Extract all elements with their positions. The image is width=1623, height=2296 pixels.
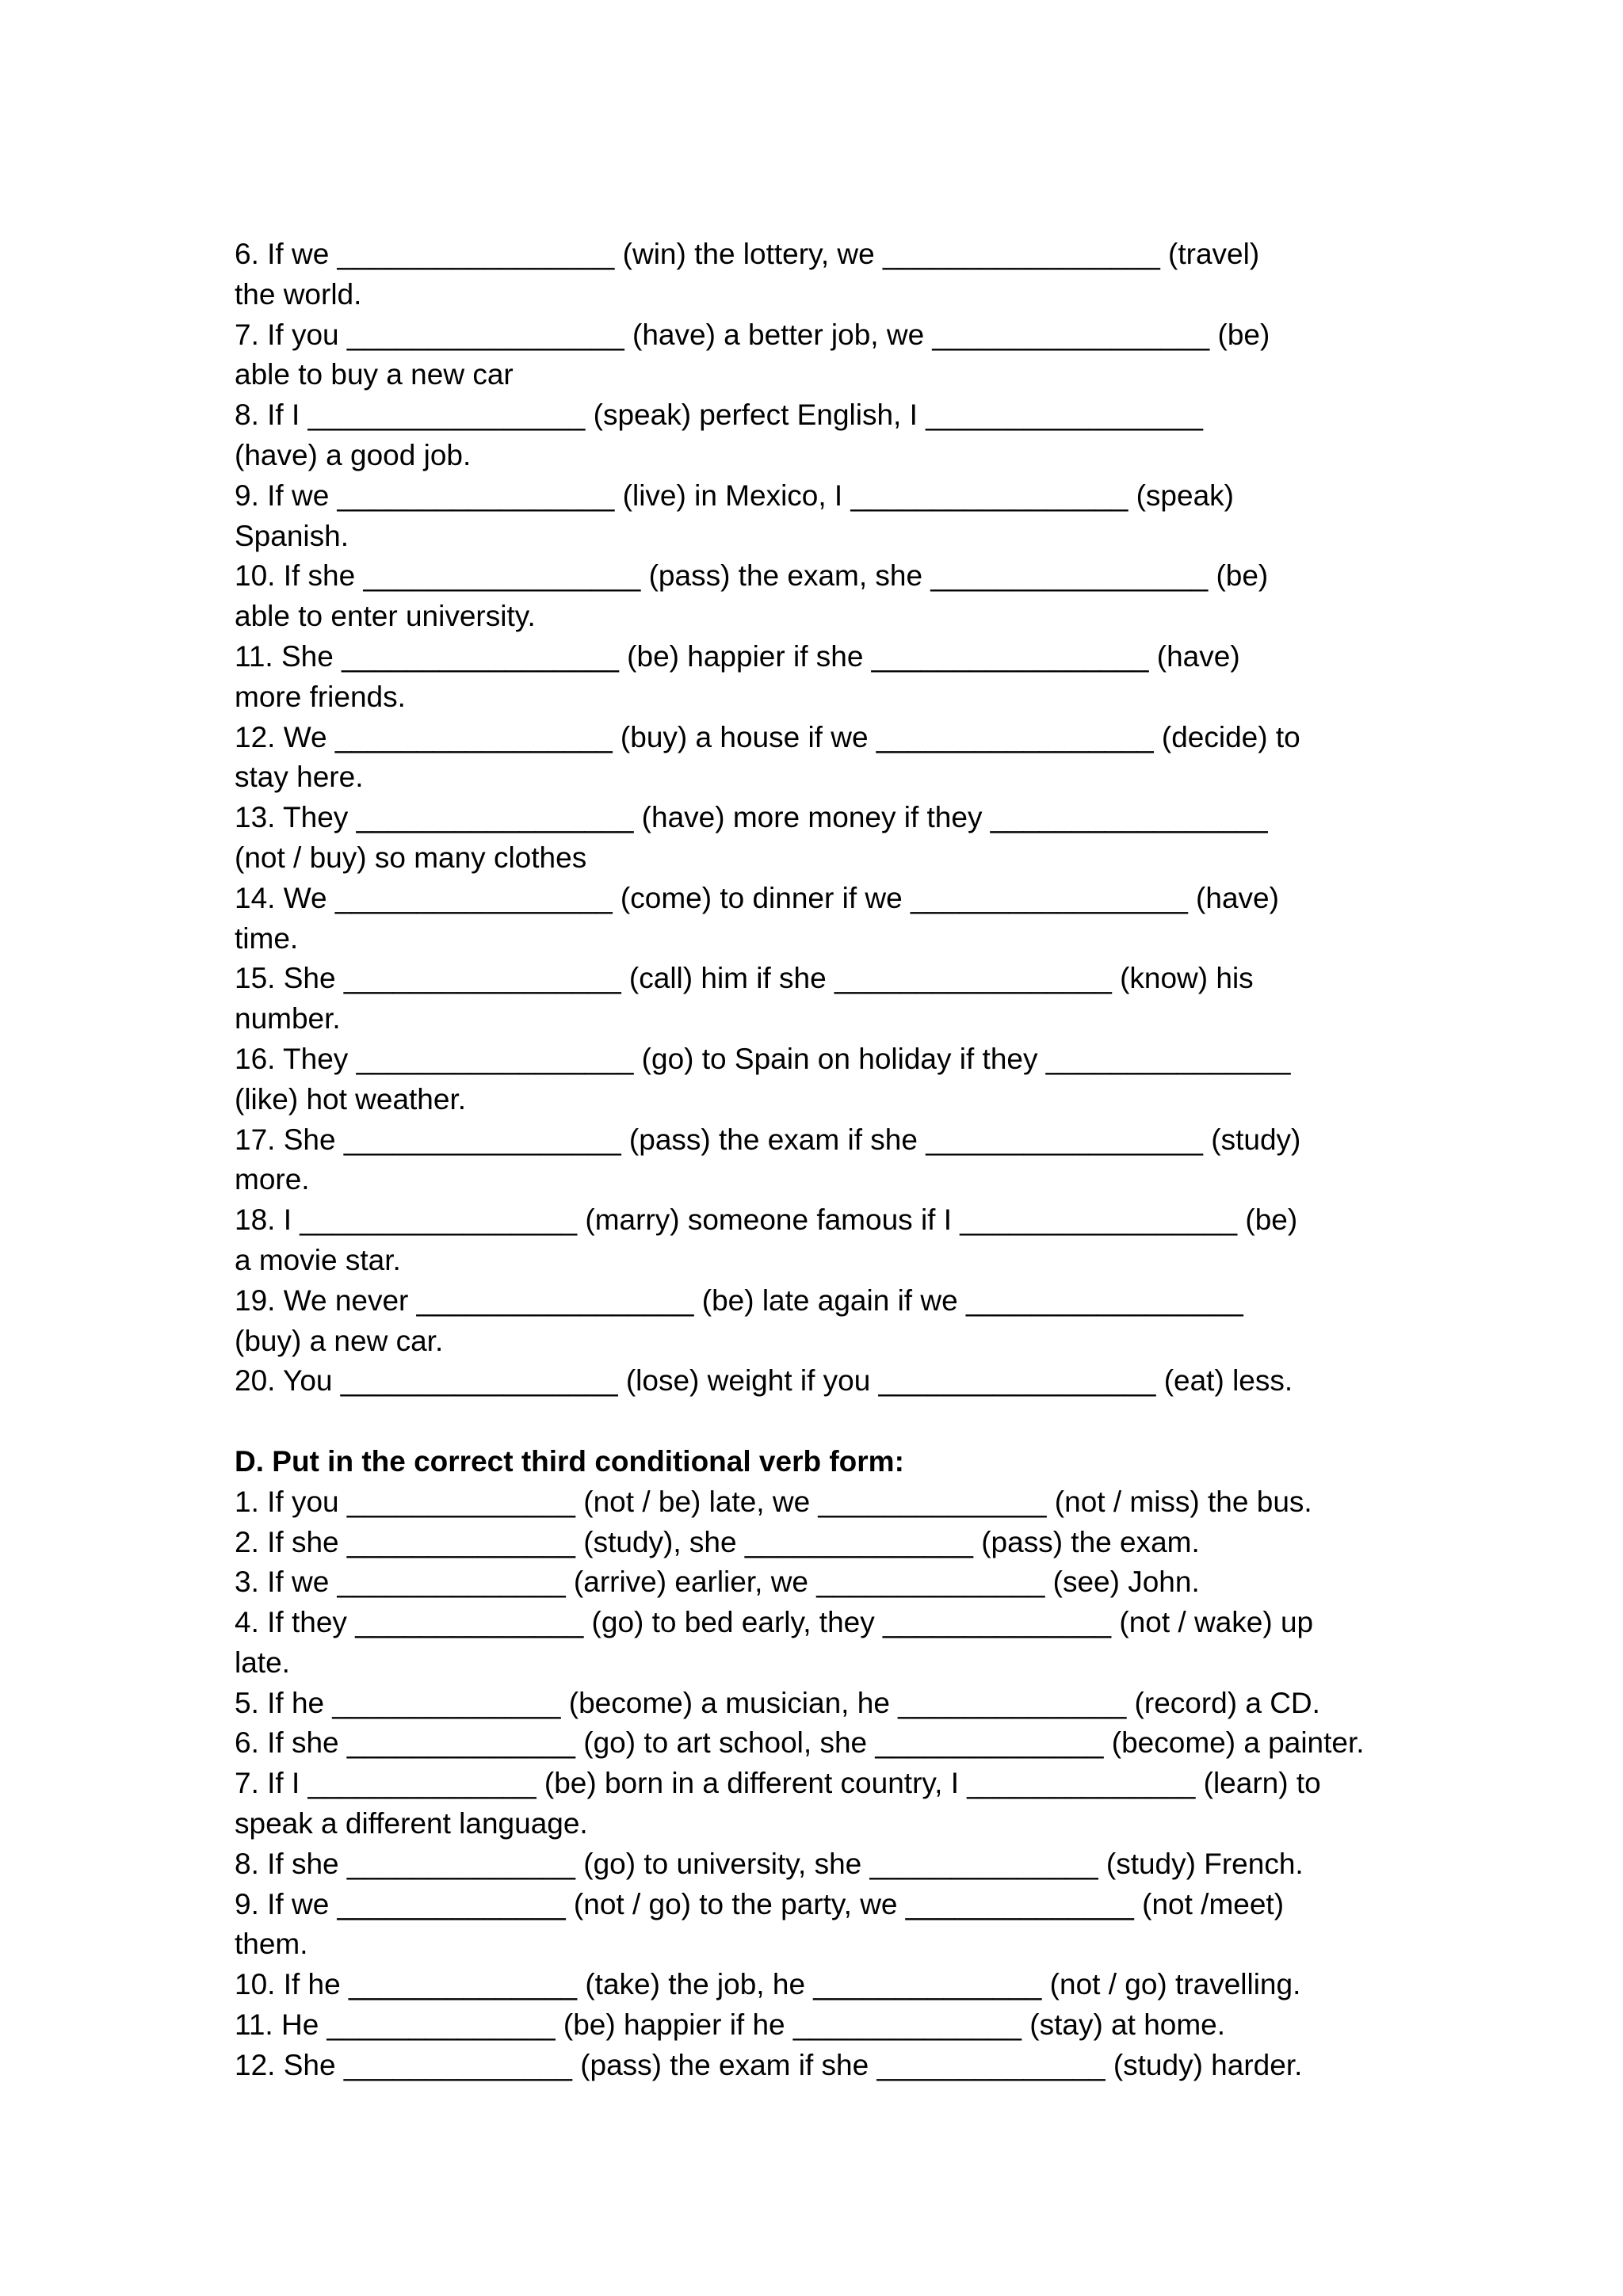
exercise-line: (buy) a new car. — [235, 1324, 444, 1357]
exercise-line: able to buy a new car — [235, 358, 514, 391]
exercise-line: 6. If she ______________ (go) to art school, she ______________ (become) a painter. — [235, 1726, 1365, 1760]
exercise-line: 10. If he ______________ (take) the job, he ______________ (not / go) travelling. — [235, 1968, 1301, 2001]
exercise-line: more. — [235, 1163, 310, 1196]
exercise-line: speak a different language. — [235, 1807, 588, 1840]
exercise-line: 11. He ______________ (be) happier if he ______________ (stay) at home. — [235, 2008, 1226, 2042]
exercise-line: 4. If they ______________ (go) to bed early, they ______________ (not / wake) up — [235, 1606, 1314, 1639]
exercise-line: 6. If we _________________ (win) the lottery, we _________________ (travel) — [235, 238, 1260, 270]
exercise-line: late. — [235, 1646, 290, 1679]
exercise-line: 3. If we ______________ (arrive) earlier, we ______________ (see) John. — [235, 1566, 1200, 1599]
exercise-line: 12. She ______________ (pass) the exam if she ______________ (study) harder. — [235, 2048, 1303, 2081]
exercise-line: time. — [235, 921, 299, 955]
exercise-line: 19. We never _________________ (be) late again if we _________________ — [235, 1283, 1243, 1317]
exercise-line: 20. You _________________ (lose) weight if you _________________ (eat) less. — [235, 1364, 1293, 1398]
worksheet-content — [235, 235, 1471, 2086]
exercise-line: 7. If you _________________ (have) a better job, we _________________ (be) — [235, 318, 1270, 351]
exercise-line: number. — [235, 1002, 341, 1035]
exercise-line: them. — [235, 1928, 308, 1961]
exercise-line: 2. If she ______________ (study), she ______________ (pass) the exam. — [235, 1525, 1200, 1558]
exercise-line: 1. If you ______________ (not / be) late, we ______________ (not / miss) the bus. — [235, 1485, 1312, 1518]
section-spacer — [235, 1402, 1471, 1442]
exercise-line: 8. If I _________________ (speak) perfect English, I _________________ — [235, 399, 1203, 432]
exercise-line: able to enter university. — [235, 600, 536, 633]
exercise-line: 8. If she ______________ (go) to university, she ______________ (study) French. — [235, 1847, 1304, 1880]
exercise-line: 16. They _________________ (go) to Spain on holiday if they _______________ — [235, 1042, 1291, 1075]
exercise-line: 9. If we ______________ (not / go) to the party, we ______________ (not /meet) — [235, 1887, 1285, 1920]
exercise-line: stay here. — [235, 761, 364, 794]
exercise-line: 11. She _________________ (be) happier if she _________________ (have) — [235, 639, 1240, 673]
exercise-line: 13. They _________________ (have) more money if they _________________ — [235, 801, 1268, 834]
exercise-line: 9. If we _________________ (live) in Mexico, I _________________ (speak) — [235, 479, 1234, 512]
exercise-line: 18. I _________________ (marry) someone famous if I _________________ (be) — [235, 1203, 1298, 1237]
exercise-line: 5. If he ______________ (become) a musician, he ______________ (record) a CD. — [235, 1686, 1320, 1719]
exercise-line: 10. If she _________________ (pass) the exam, she _________________ (be) — [235, 559, 1269, 593]
section-d-heading: D. Put in the correct third conditional verb form: — [235, 1444, 904, 1478]
exercise-line: 14. We _________________ (come) to dinner if we _________________ (have) — [235, 881, 1279, 914]
exercise-line: 17. She _________________ (pass) the exam if she _________________ (study) — [235, 1123, 1301, 1156]
exercise-line: (like) hot weather. — [235, 1082, 467, 1116]
exercise-line: the world. — [235, 277, 362, 311]
exercise-line: a movie star. — [235, 1243, 401, 1276]
exercise-line: 7. If I ______________ (be) born in a different country, I ______________ (learn) to — [235, 1767, 1321, 1800]
exercise-line: (have) a good job. — [235, 438, 472, 471]
section-d-exercises — [235, 1482, 1471, 2086]
exercise-line: more friends. — [235, 680, 406, 713]
exercise-line: 15. She _________________ (call) him if she _________________ (know) his — [235, 962, 1254, 995]
exercise-line: Spanish. — [235, 519, 349, 552]
exercise-line: 12. We _________________ (buy) a house if we _________________ (decide) to — [235, 720, 1300, 753]
section-c-exercises — [235, 235, 1471, 1402]
exercise-line: (not / buy) so many clothes — [235, 841, 587, 874]
